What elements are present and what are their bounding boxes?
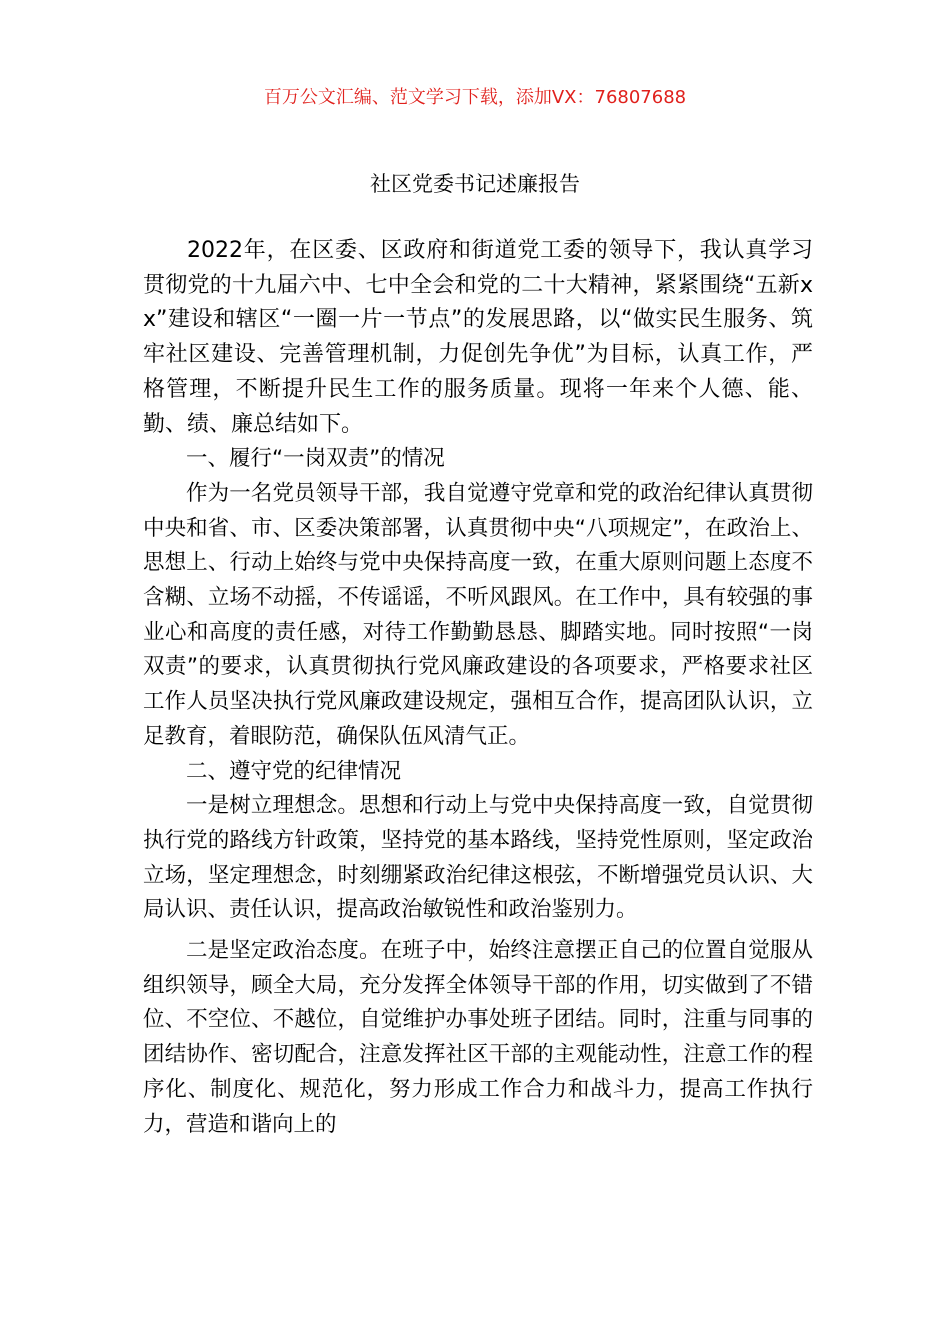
paragraph-ideals: 一是树立理想念。思想和行动上与党中央保持高度一致，自觉贯彻执行党的路线方针政策，坚持党的基本路线，坚持党性原则，坚定政治立场，坚定理想念，时刻绷紧政治纪律这根弦，不断增强党员认识、大局认识、责任认识，提高政治敏锐性和政治鉴别力。 — [143, 793, 813, 923]
section-heading-1: 一、履行“一岗双责”的情况 — [186, 446, 445, 472]
document-body — [143, 234, 813, 1142]
section-heading-2: 二、遵守党的纪律情况 — [186, 758, 402, 784]
paragraph-intro: 2022年，在区委、区政府和街道党工委的领导下，我认真学习贯彻党的十九届六中、七中全会和党的二十大精神，紧紧围绕“五新xx”建设和辖区“一圈一片一节点”的发展思路，以“做实民生服务、筑牢社区建设、完善管理机制，力促创先争优”为目标，认真工作，严格管理，不断提升民生工作的服务质量。现将一年来个人德、能、勤、绩、廉总结如下。 — [143, 238, 813, 437]
document-title: 社区党委书记述廉报告 — [370, 172, 580, 196]
paragraph-political-attitude: 二是坚定政治态度。在班子中，始终注意摆正自己的位置自觉服从组织领导，顾全大局，充分发挥全体领导干部的作用，切实做到了不错位、不空位、不越位，自觉维护办事处班子团结。同时，注重与同事的团结协作、密切配合，注意发挥社区干部的主观能动性，注意工作的程序化、制度化、规范化，努力形成工作合力和战斗力，提高工作执行力，营造和谐向上的 — [143, 938, 813, 1137]
promo-header: 百万公文汇编、范文学习下载，添加VX：76807688 — [263, 87, 687, 108]
paragraph-duty: 作为一名党员领导干部，我自觉遵守党章和党的政治纪律认真贯彻中央和省、市、区委决策部署，认真贯彻中央“八项规定”，在政治上、思想上、行动上始终与党中央保持高度一致，在重大原则问题上态度不含糊、立场不动摇，不传谣谣，不听风跟风。在工作中，具有较强的事业心和高度的责任感，对待工作勤勤恳恳、脚踏实地。同时按照“一岗双责”的要求，认真贯彻执行党风廉政建设的各项要求，严格要求社区工作人员坚决执行党风廉政建设规定，强相互合作，提高团队认识，立足教育，着眼防范，确保队伍风清气正。 — [143, 480, 813, 749]
